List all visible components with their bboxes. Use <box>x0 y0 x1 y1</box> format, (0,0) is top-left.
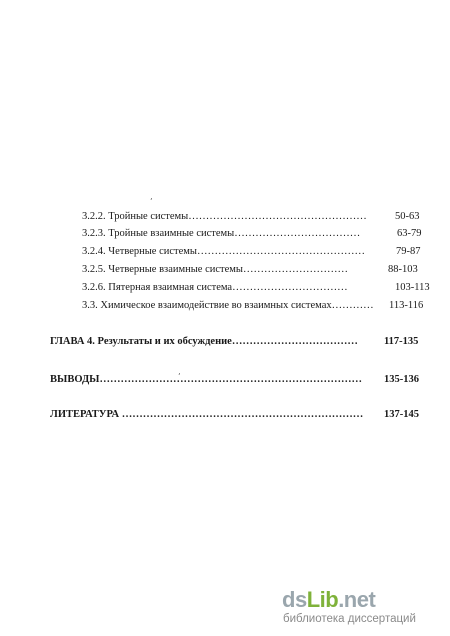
toc-references[interactable] <box>50 409 419 421</box>
toc-item-text: 3.2.6. Пятерная взаимная система…………………………… <box>82 282 348 293</box>
toc-chapter-pages: 135-136 <box>384 374 419 385</box>
toc-chapter-4[interactable] <box>50 336 419 348</box>
toc-item-3-2-5[interactable] <box>82 264 418 276</box>
toc-conclusions[interactable] <box>50 374 419 386</box>
toc-item-text: 3.2.5. Четверные взаимные системы………………………… <box>82 264 348 275</box>
dslib-watermark <box>282 588 442 628</box>
toc-item-pages: 103-113 <box>395 282 430 293</box>
dslib-subtitle: библиотека диссертаций <box>283 613 416 625</box>
toc-item-3-2-3[interactable] <box>82 228 422 240</box>
toc-item-pages: 113-116 <box>389 300 424 311</box>
toc-item-3-3[interactable] <box>82 300 424 312</box>
toc-chapter-text: ЛИТЕРАТУРА …………………………………………………………… <box>50 409 364 420</box>
toc-item-pages: 63-79 <box>397 228 422 239</box>
toc-item-3-2-2[interactable] <box>82 211 420 223</box>
toc-chapter-text: ВЫВОДЫ………………………………………………………………… <box>50 374 362 385</box>
toc-chapter-text: ГЛАВА 4. Результаты и их обсуждение……………………………… <box>50 336 358 347</box>
dslib-logo: dsLib.net <box>282 587 376 612</box>
scan-speck: ‚ <box>178 367 181 376</box>
toc-item-text: 3.3. Химическое взаимодействие во взаимных системах………… <box>82 300 374 311</box>
scan-speck: ‚ <box>150 192 153 201</box>
toc-item-text: 3.2.3. Тройные взаимные системы……………………………… <box>82 228 361 239</box>
toc-item-3-2-4[interactable] <box>82 246 421 258</box>
toc-item-pages: 79-87 <box>396 246 421 257</box>
toc-item-pages: 88-103 <box>388 264 418 275</box>
toc-item-pages: 50-63 <box>395 211 420 222</box>
toc-chapter-pages: 137-145 <box>384 409 419 420</box>
toc-chapter-pages: 117-135 <box>384 336 419 347</box>
toc-item-text: 3.2.2. Тройные системы…………………………………………… <box>82 211 367 222</box>
toc-item-3-2-6[interactable] <box>82 282 430 294</box>
toc-item-text: 3.2.4. Четверные системы………………………………………… <box>82 246 365 257</box>
